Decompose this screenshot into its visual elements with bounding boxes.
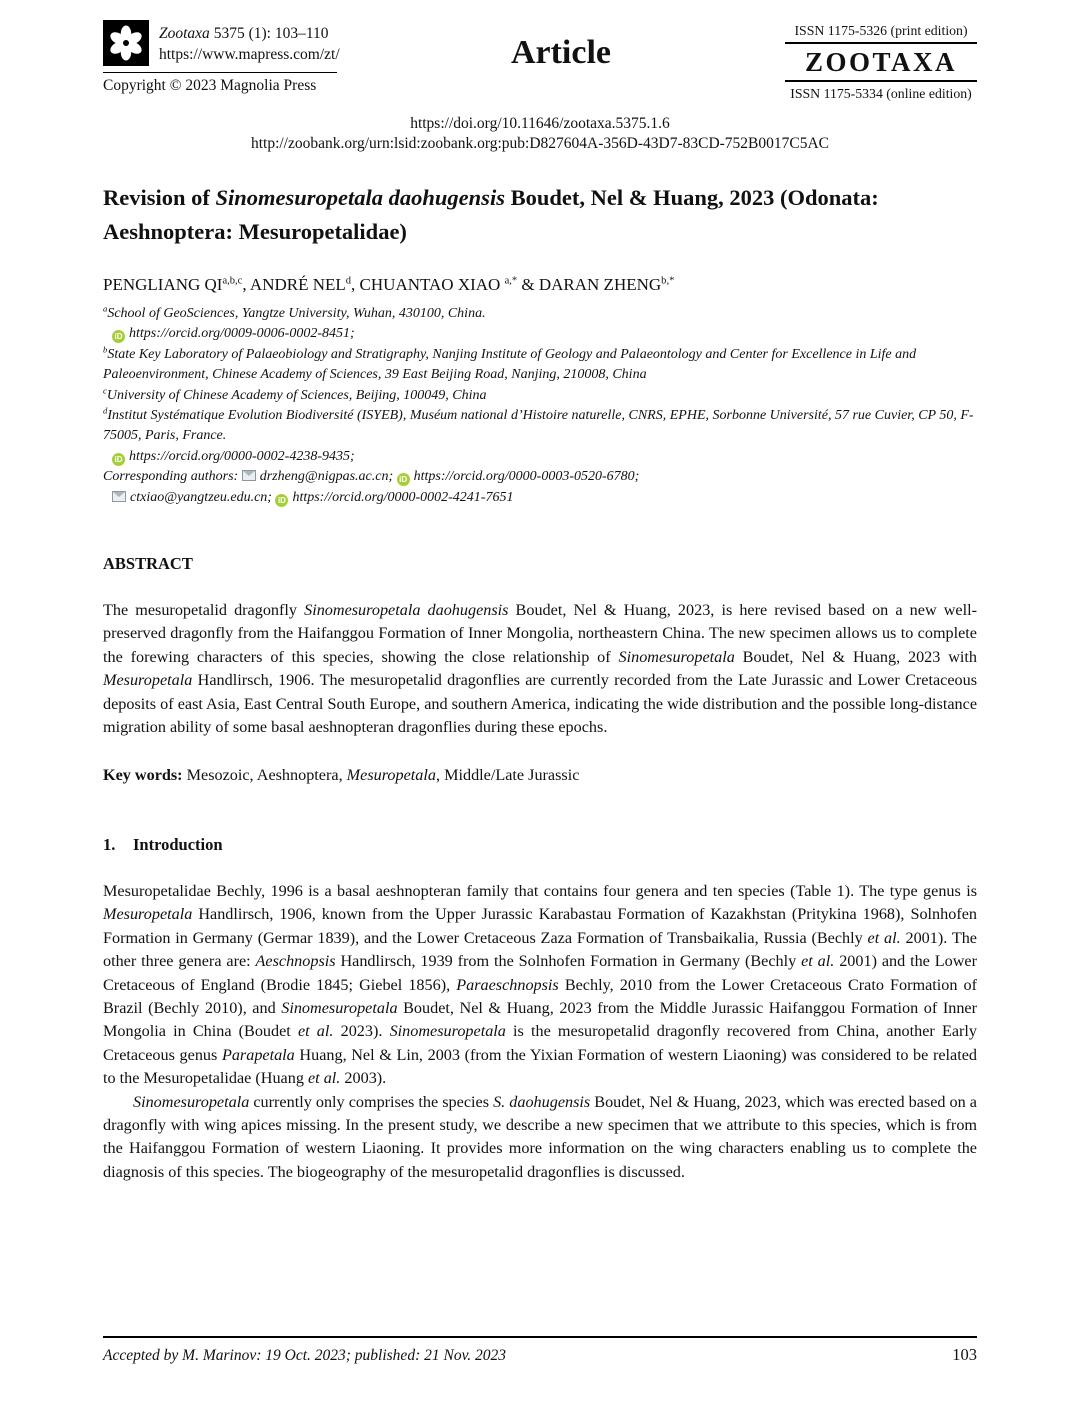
affiliation-c: $^c$University of Chinese Academy of Sciences, Beijing, 100049, China [103, 384, 487, 403]
corresponding-authors-line-2[interactable]: ctxiao@yangtzeu.edu.cn; iD https://orcid.org/0000-0002-4241-7651 [103, 488, 977, 508]
page-footer [103, 1336, 977, 1365]
journal-site-link[interactable]: https://www.mapress.com/zt/ [159, 46, 340, 63]
abstract-paragraph: The mesuropetalid dragonfly Sinomesuropetala daohugensis Boudet, Nel & Huang, 2023, is here revised based on a new well-preserved dragonfly from the Haifanggou Formation of Inner Mongolia, northeastern China. The new specimen allows us to complete the forewing characters of this species, showing the close relationship of Sinomesuropetala Boudet, Nel & Huang, 2023 with Mesuropetala Handlirsch, 1906. The mesuropetalid dragonflies are currently recorded from the Late Jurassic and Lower Cretaceous deposits of east Asia, East Central South Europe, and southern America, indicating the wide distribution and the possible long-distance migration ability of some basal aeshnopteran dragonflies during these epochs. [103, 601, 977, 737]
section-number: 1. [103, 834, 116, 854]
affiliation-a: $^a$School of GeoSciences, Yangtze University, Wuhan, 430100, China. [103, 303, 486, 321]
header-left-block [103, 20, 340, 95]
email-icon[interactable] [112, 491, 126, 502]
orcid-link-line[interactable]: iD https://orcid.org/0009-0006-0002-8451; [103, 324, 977, 344]
authors-line: PENGLIANG QI$^{a,b,c}$, ANDRÉ NEL$^d$, CHUANTAO XIAO $^{a,*}$ & DARAN $ZHENG^{b,*}$ [103, 275, 675, 294]
zoobank-link[interactable]: http://zoobank.org/urn:lsid:zoobank.org:pub:D827604A-356D-43D7-83CD-752B0017C5AC [250, 134, 830, 152]
email-icon[interactable] [242, 470, 256, 481]
accepted-published-line: Accepted by M. Marinov: 19 Oct. 2023; published: 21 Nov. 2023 [103, 1347, 507, 1364]
journal-header [103, 20, 977, 102]
introduction-paragraph-1: Mesuropetalidae Bechly, 1996 is a basal aeshnopteran family that contains four genera and ten species (Table 1). The type genus is Mesuropetala Handlirsch, 1906, known from the Upper Jurassic Karabastau Formation of Kazakhstan (Pritykina 1968), Solnhofen Formation in Germany (Germar 1839), and the Lower Cretaceous Zaza Formation of Transbaikalia, Russia (Bechly et al. 2001). The other three genera are: Aeschnopsis Handlirsch, 1939 from the Solnhofen Formation in Germany (Bechly et al. 2001) and the Lower Cretaceous of England (Brodie 1845; Giebel 1856), Paraeschnopsis Bechly, 2010 from the Lower Cretaceous Crato Formation of Brazil (Bechly 2010), and Sinomesuropetala Boudet, Nel & Huang, 2023 from the Middle Jurassic Haifanggou Formation of Inner Mongolia in China (Boudet et al. 2023). Sinomesuropetala is the mesuropetalid dragonfly recovered from China, another Early Cretaceous genus Parapetala Huang, Nel & Lin, 2003 (from the Yixian Formation of western Liaoning) was considered to be related to the Mesuropetalidae (Huang et al. 2003). [103, 881, 978, 1088]
copyright-line: Copyright © 2023 Magnolia Press [103, 77, 317, 94]
header-right-divider-bottom [785, 80, 977, 82]
article-title: Revision of Sinomesuropetala daohugensis Boudet, Nel & Huang, 2023 (Odonata: Aeshnoptera: Mesuropetalidae) [103, 185, 879, 244]
orcid-link-line[interactable]: iD https://orcid.org/0000-0002-4238-9435; [103, 447, 977, 467]
abstract-heading: ABSTRACT [103, 554, 193, 574]
page-number: 103 [952, 1345, 977, 1364]
issn-online-line: ISSN 1175-5334 (online edition) [790, 86, 972, 101]
magnolia-press-logo-icon [103, 20, 149, 66]
header-right-block [785, 20, 977, 102]
issn-print-line: ISSN 1175-5326 (print edition) [794, 23, 968, 38]
keywords-line: Key words: Mesozoic, Aeshnoptera, Mesuropetala, Middle/Late Jurassic [103, 765, 580, 784]
affiliation-d: $^d$Institut Systématique Evolution Biodiversité (ISYEB), Muséum national d’Histoire naturelle, CNRS, EPHE, Sorbonne Université, 57 rue Cuvier, CP 50, F-75005, Paris, France. [103, 405, 974, 444]
affiliations-block [103, 304, 977, 508]
orcid-icon[interactable]: iD [397, 473, 410, 486]
introduction-heading [103, 835, 977, 855]
orcid-icon[interactable]: iD [275, 494, 288, 507]
header-left-divider [103, 72, 337, 73]
affiliation-b: $^b$State Key Laboratory of Palaeobiology and Stratigraphy, Nanjing Institute of Geology and Palaeontology and Center for Excellence in Life and Paleoenvironment, Chinese Academy of Sciences, 39 East Beijing Road, Nanjing, 210008, China [103, 344, 917, 383]
header-right-divider-top [785, 42, 977, 44]
journal-volume-line: Zootaxa 5375 (1): 103–110 [159, 25, 329, 42]
orcid-icon[interactable]: iD [112, 453, 125, 466]
introduction-paragraph-2: Sinomesuropetala currently only comprises the species S. daohugensis Boudet, Nel & Huang, 2023, which was erected based on a dragonfly with wing apices missing. In the present study, we describe a new specimen that we attribute to this species, which is from the Haifanggou Formation of western Liaoning. It provides more information on the wing characters enabling us to complete the diagnosis of this species. The biogeography of the mesuropetalid dragonflies is discussed. [103, 1092, 977, 1181]
article-type-label: Article [510, 34, 612, 71]
doi-link[interactable]: https://doi.org/10.11646/zootaxa.5375.1.6 [410, 115, 670, 132]
orcid-icon[interactable]: iD [112, 330, 125, 343]
corresponding-authors-line[interactable]: Corresponding authors: drzheng@nigpas.ac.cn; iD https://orcid.org/0000-0003-0520-6780; [103, 469, 640, 485]
zootaxa-wordmark: ZOOTAXA [804, 47, 957, 77]
section-title: Introduction [133, 834, 223, 854]
doi-block [103, 114, 977, 153]
